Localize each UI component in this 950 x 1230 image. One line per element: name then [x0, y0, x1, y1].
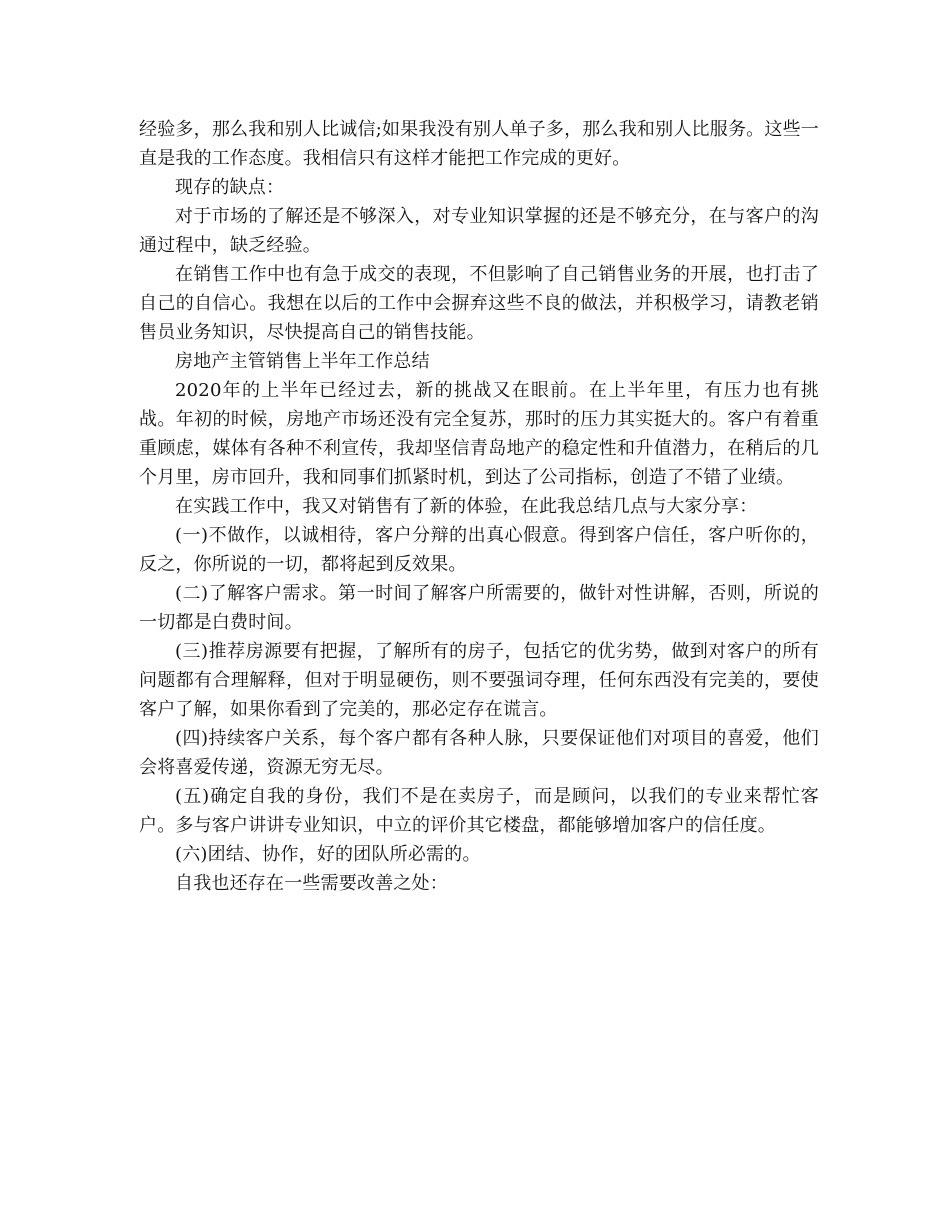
paragraph-experience-intro: 在实践工作中，我又对销售有了新的体验，在此我总结几点与大家分享： [175, 496, 758, 517]
paragraph-intro-continuation: 经验多，那么我和别人比诚信;如果我没有别人单子多，那么我和别人比服务。这些一直是我的工作态度。我相信只有这样才能把工作完成的更好。 [139, 119, 819, 169]
paragraph-half-year-review: 2020年的上半年已经过去，新的挑战又在眼前。在上半年里，有压力也有挑战。年初的时候，房地产市场还没有完全复苏，那时的压力其实挺大的。客户有着重重顾虑，媒体有各种不利宣传，我却坚信青岛地产的稳定性和升值潜力，在稍后的几个月里，房市回升，我和同事们抓紧时机，到达了公司指标，创造了不错了业绩。 [139, 380, 819, 488]
paragraph-point-4: (四)持续客户关系，每个客户都有各种人脉，只要保证他们对项目的喜爱，他们会将喜爱传递，资源无穷无尽。 [139, 728, 819, 778]
paragraph-point-3: (三)推荐房源要有把握，了解所有的房子，包括它的优劣势，做到对客户的所有问题都有合理解释，但对于明显硬伤，则不要强词夺理，任何东西没有完美的，要使客户了解，如果你看到了完美的，那必定存在谎言。 [139, 641, 819, 720]
paragraph-point-2: (二)了解客户需求。第一时间了解客户所需要的，做针对性讲解，否则，所说的一切都是白费时间。 [139, 583, 819, 633]
paragraph-point-5: (五)确定自我的身份，我们不是在卖房子，而是顾问，以我们的专业来帮忙客户。多与客户讲讲专业知识，中立的评价其它楼盘，都能够增加客户的信任度。 [139, 786, 819, 836]
paragraph-section-title: 房地产主管销售上半年工作总结 [175, 351, 430, 372]
paragraph-eager-to-close: 在销售工作中也有急于成交的表现，不但影响了自己销售业务的开展，也打击了自己的自信心。我想在以后的工作中会摒弃这些不良的做法，并积极学习，请教老销售员业务知识，尽快提高自己的销售技能。 [139, 264, 819, 343]
paragraph-point-1: (一)不做作，以诚相待，客户分辩的出真心假意。得到客户信任，客户听你的，反之，你所说的一切，都将起到反效果。 [139, 525, 819, 575]
document-body [139, 115, 819, 898]
paragraph-shortcomings-heading: 现存的缺点： [175, 177, 285, 198]
paragraph-market-knowledge: 对于市场的了解还是不够深入，对专业知识掌握的还是不够充分，在与客户的沟通过程中，缺乏经验。 [139, 206, 819, 256]
paragraph-point-6: (六)团结、协作，好的团队所必需的。 [175, 844, 481, 865]
paragraph-improvements-heading: 自我也还存在一些需要改善之处： [175, 873, 448, 894]
